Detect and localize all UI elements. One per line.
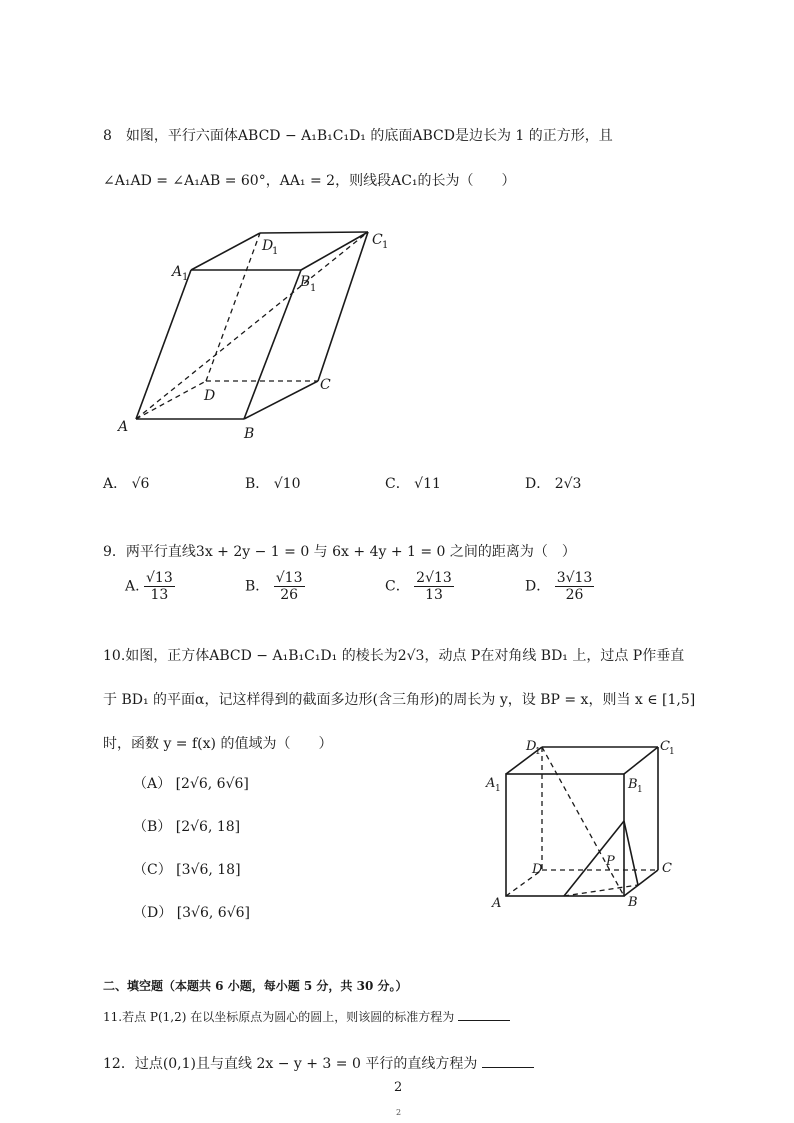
q10-label-D1-sub: 1 [535, 747, 541, 757]
q10-label-C1: C [660, 739, 670, 754]
option-fraction [414, 570, 454, 603]
option-letter: C． [385, 578, 410, 595]
q10-option-b[interactable] [133, 816, 240, 836]
option-letter: D． [525, 476, 551, 492]
option-value: √6 [131, 476, 150, 492]
option-value: √10 [273, 476, 301, 492]
q8-label-D1-sub: 1 [272, 246, 279, 257]
option-letter: C． [385, 476, 410, 492]
q8-line2: ∠A₁AD = ∠A₁AB = 60°，AA₁ = 2，则线段AC₁的长为（ ） [103, 173, 516, 189]
option-letter: （A） [133, 776, 172, 792]
option-letter: D． [525, 578, 551, 595]
page-number: 2 [394, 1080, 403, 1095]
q10-label-B1: B [628, 777, 638, 792]
option-letter: A. [125, 578, 140, 595]
q10-option-a[interactable] [133, 773, 249, 793]
option-value: [2√6, 6√6] [175, 776, 249, 792]
q8-option-d[interactable] [525, 473, 581, 493]
q8-parallelepiped-figure [100, 218, 389, 448]
q9-stem: 9．两平行直线3x + 2y − 1 = 0 与 6x + 4y + 1 = 0 之间的距离为（ ） [103, 544, 576, 560]
q8-label-C1: C [372, 232, 383, 248]
fraction-denominator: 26 [565, 587, 584, 604]
fraction-numerator: √13 [146, 570, 173, 586]
fraction-denominator: 13 [425, 587, 443, 604]
q9-option-a[interactable] [125, 570, 175, 603]
option-value: [3√6, 6√6] [176, 905, 250, 921]
fraction-denominator: 26 [280, 587, 299, 604]
q8-label-C1-sub: 1 [382, 240, 389, 251]
fraction-numerator: 3√13 [556, 570, 593, 586]
option-letter: B． [245, 476, 270, 492]
q10-label-A1: A [486, 776, 496, 791]
option-letter: （B） [133, 819, 172, 835]
q10-label-B1-sub: 1 [637, 785, 643, 795]
q10-label-P: P [606, 854, 615, 869]
fraction-numerator: √13 [275, 570, 303, 586]
option-fraction [555, 570, 595, 603]
option-letter: （C） [133, 862, 172, 878]
q8-option-a[interactable] [103, 473, 149, 493]
q11-item [103, 1008, 510, 1025]
q8-label-A1: A [172, 264, 183, 280]
q12-item [103, 1053, 534, 1073]
q10-line1: 10.如图，正方体ABCD − A₁B₁C₁D₁ 的棱长为2√3，动点 P在对角线 BD₁ 上，过点 P作垂直 [103, 648, 685, 664]
fraction-numerator: 2√13 [416, 570, 452, 586]
q8-label-B: B [244, 426, 255, 442]
q10-label-A: A [492, 896, 502, 911]
q12-answer-blank[interactable] [482, 1055, 534, 1068]
q8-label-B1: B [300, 274, 311, 290]
q8-label-D: D [204, 388, 216, 404]
q8-option-c[interactable] [385, 473, 441, 493]
option-fraction [144, 570, 175, 603]
option-value: 2√3 [554, 476, 582, 492]
q8-line1: 8 如图，平行六面体ABCD − A₁B₁C₁D₁ 的底面ABCD是边长为 1 的正方形，且 [103, 128, 613, 144]
q12-text: 12．过点(0,1)且与直线 2x − y + 3 = 0 平行的直线方程为 [103, 1056, 478, 1072]
q10-label-B: B [628, 895, 638, 910]
q10-label-A1-sub: 1 [495, 784, 501, 794]
q10-label-C: C [662, 861, 672, 876]
option-value: [2√6, 18] [175, 819, 241, 835]
section2-heading: 二、填空题（本题共 6 小题，每小题 5 分，共 30 分。） [103, 979, 408, 993]
q8-label-A1-sub: 1 [182, 272, 189, 283]
q10-line2: 于 BD₁ 的平面α，记这样得到的截面多边形(含三角形)的周长为 y，设 BP = x，则当 x ∈ [1,5] [103, 692, 696, 708]
q10-option-d[interactable] [133, 902, 250, 922]
q10-label-D1: D [526, 739, 537, 754]
q10-label-C1-sub: 1 [669, 747, 675, 757]
q8-label-D1: D [262, 238, 274, 254]
option-letter: A． [103, 476, 128, 492]
q10-option-c[interactable] [133, 859, 241, 879]
q11-answer-blank[interactable] [458, 1008, 510, 1021]
option-value: √11 [414, 476, 441, 492]
fraction-denominator: 13 [150, 587, 169, 604]
q8-option-b[interactable] [245, 473, 301, 493]
q8-label-B1-sub: 1 [310, 283, 317, 294]
small-page-mark: 2 [396, 1108, 402, 1117]
option-letter: （D） [133, 905, 173, 921]
q9-option-c[interactable] [385, 570, 454, 603]
q9-option-d[interactable] [525, 570, 594, 603]
option-fraction [274, 570, 305, 603]
q8-label-A: A [118, 419, 129, 435]
option-letter: B． [245, 578, 270, 595]
q10-line3: 时，函数 y = f(x) 的值域为（ ） [103, 736, 333, 752]
q9-option-b[interactable] [245, 570, 305, 603]
q8-label-C: C [320, 377, 331, 393]
q10-cube-figure [480, 733, 680, 913]
q10-label-D: D [532, 862, 543, 877]
q11-text: 11.若点 P(1,2) 在以坐标原点为圆心的圆上，则该圆的标准方程为 [103, 1010, 455, 1024]
option-value: [3√6, 18] [176, 862, 241, 878]
